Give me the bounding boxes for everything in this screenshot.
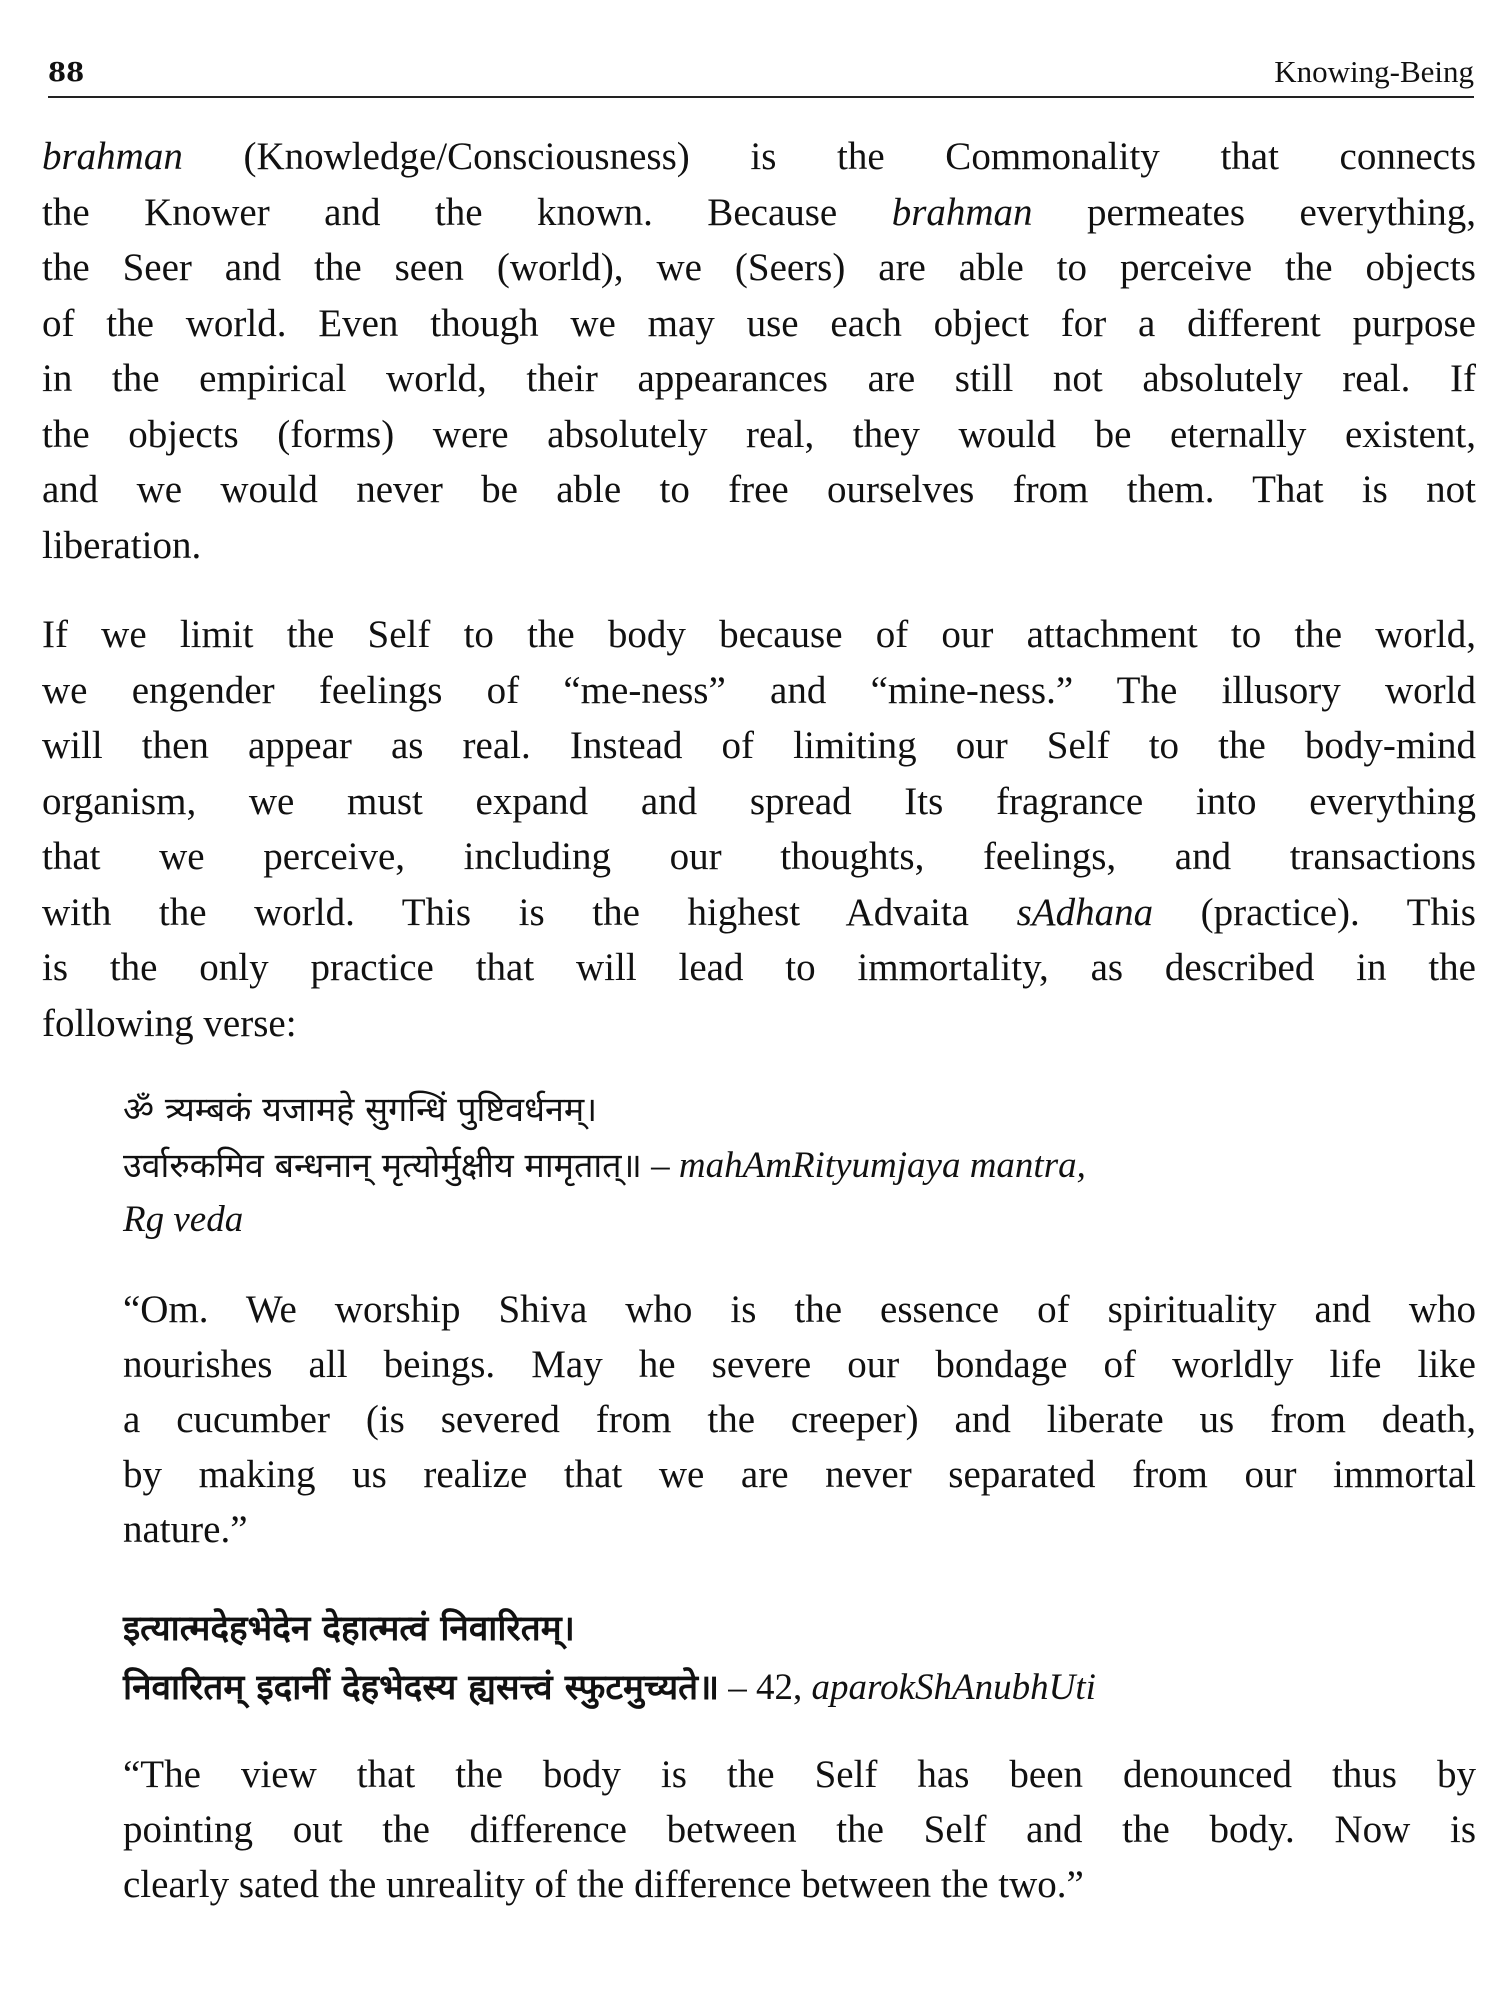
running-header [48, 50, 1474, 98]
text-line: we engender feelings of “me-ness” and “mine-ness.” The illusory world [42, 668, 1476, 712]
text-line: following verse: [42, 1001, 297, 1045]
text-line: a cucumber (is severed from the creeper) and liberate us from death, [123, 1398, 1476, 1441]
text-line: of the world. Even though we may use each object for a different purpose [42, 301, 1476, 345]
text-line: with the world. This is the highest Advaita sAdhana (practice). This [42, 890, 1476, 934]
paragraph-brahman [42, 129, 1476, 573]
text-line: liberation. [42, 523, 202, 567]
sanskrit-verse-line: उर्वारुकमिव बन्धनान् मृत्योर्मुक्षीय मामृतात्॥ – mahAmRityumjaya mantra, [123, 1145, 1086, 1186]
text-line: by making us realize that we are never separated from our immortal [123, 1453, 1476, 1496]
italic-term: brahman [891, 190, 1033, 234]
verse-citation: aparokShAnubhUti [811, 1667, 1096, 1708]
text-line: the Seer and the seen (world), we (Seers) are able to perceive the objects [42, 246, 1476, 289]
text-line: brahman (Knowledge/Consciousness) is the Commonality that connects [42, 135, 1476, 178]
sanskrit-verse-line: इत्यात्मदेहभेदेन देहात्मत्वं निवारितम्। [123, 1609, 575, 1649]
verse-citation: mahAmRityumjaya mantra, [678, 1145, 1086, 1186]
text-line: “The view that the body is the Self has been denounced thus by [123, 1753, 1476, 1796]
text-line: is the only practice that will lead to immortality, as described in the [42, 946, 1476, 989]
running-title: Knowing-Being [1274, 54, 1474, 89]
text-line: “Om. We worship Shiva who is the essence of spirituality and who [123, 1288, 1476, 1331]
text-line: in the empirical world, their appearances are still not absolutely real. If [42, 357, 1476, 400]
text-line: the objects (forms) were absolutely real, they would be eternally existent, [42, 412, 1476, 456]
text-line: nourishes all beings. May he severe our bondage of worldly life like [123, 1343, 1476, 1386]
sanskrit-verse-line: ॐ त्र्यम्बकं यजामहे सुगन्धिं पुष्टिवर्धनम्। [123, 1090, 598, 1130]
paragraph-self [42, 607, 1476, 1051]
verse-translation [123, 1747, 1476, 1912]
sanskrit-verse-line: निवारितम् इदानीं देहभेदस्य ह्यसत्त्वं स्फुटमुच्यते॥ – 42, aparokShAnubhUti [123, 1667, 1096, 1708]
text-line: pointing out the difference between the Self and the body. Now is [123, 1808, 1476, 1851]
verse-translation [123, 1282, 1476, 1557]
page-number: 88 [48, 58, 85, 88]
text-line: organism, we must expand and spread Its fragrance into everything [42, 779, 1476, 823]
italic-term: brahman [42, 135, 183, 178]
text-line: clearly sated the unreality of the difference between the two.” [123, 1863, 1084, 1906]
italic-term: sAdhana [1016, 890, 1154, 934]
text-line: that we perceive, including our thoughts, feelings, and transactions [42, 835, 1476, 878]
text-line: the Knower and the known. Because brahman permeates everything, [42, 190, 1477, 234]
text-line: and we would never be able to free ourselves from them. That is not [42, 468, 1476, 511]
header-rule [48, 96, 1474, 98]
text-line: If we limit the Self to the body because of our attachment to the world, [42, 613, 1476, 656]
text-line: nature.” [123, 1508, 248, 1551]
text-line: will then appear as real. Instead of limiting our Self to the body-mind [42, 724, 1476, 767]
verse-citation-continued: Rg veda [123, 1199, 244, 1240]
